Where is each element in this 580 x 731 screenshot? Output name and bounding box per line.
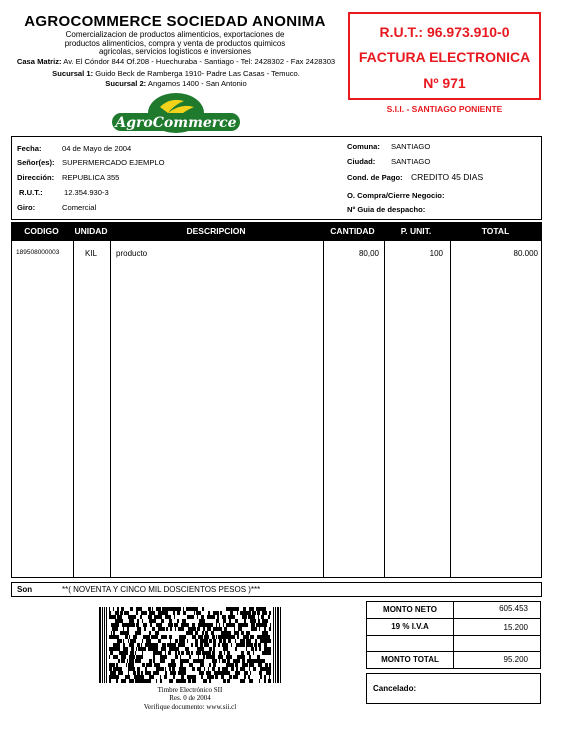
sii-office: S.I.I. - SANTIAGO PONIENTE	[386, 104, 503, 114]
son-label: Son	[17, 585, 33, 594]
sucursal-2-address	[0, 79, 352, 88]
cell-total: 80.000	[513, 249, 538, 258]
column-divider	[73, 241, 74, 577]
giro-label: Giro:	[17, 203, 36, 212]
giro-value: Comercial	[62, 203, 97, 212]
sucursal-1-address	[0, 69, 352, 78]
cancelado-box	[366, 673, 541, 704]
col-header-cantidad: CANTIDAD	[330, 226, 375, 236]
company-name: AGROCOMMERCE SOCIEDAD ANONIMA	[24, 13, 326, 30]
logo-text: AgroCommerce	[115, 115, 237, 131]
cancelado-label: Cancelado:	[373, 684, 417, 693]
orden-compra-label: O. Compra/Cierre Negocio:	[347, 191, 445, 200]
company-description-line: Comercializacion de productos alimenticios, exportaciones de	[65, 30, 285, 39]
column-divider	[110, 241, 111, 577]
company-description	[40, 31, 310, 57]
monto-total-label: MONTO TOTAL	[381, 655, 439, 664]
client-info-box	[11, 136, 542, 220]
ciudad-label: Ciudad:	[347, 157, 376, 166]
son-text: **( NOVENTA Y CINCO MIL DOSCIENTOS PESOS )***	[62, 585, 261, 594]
column-divider	[450, 241, 451, 577]
rut-label: R.U.T.:	[19, 188, 43, 197]
direccion-value: REPUBLICA 355	[62, 173, 120, 182]
column-divider	[384, 241, 385, 577]
agrocommerce-logo	[110, 93, 242, 135]
ciudad-value: SANTIAGO	[391, 157, 431, 166]
items-table-body	[11, 241, 542, 578]
fecha-value: 04 de Mayo de 2004	[62, 144, 132, 153]
rut-value: 12.354.930-3	[64, 188, 109, 197]
document-type: FACTURA ELECTRONICA	[358, 49, 531, 65]
stamp-line-3: Verifique documento: www.sii.cl	[143, 703, 237, 711]
fecha-label: Fecha:	[17, 144, 42, 153]
guia-despacho-label: Nº Guia de despacho:	[347, 205, 426, 214]
cond-pago-label: Cond. de Pago:	[347, 173, 403, 182]
col-header-p-unit: P. UNIT.	[400, 226, 432, 236]
sucursal-2-label: Sucursal 2:	[105, 79, 147, 88]
cell-descripcion: producto	[116, 249, 148, 258]
items-table-header	[11, 222, 542, 241]
totals-row-iva	[367, 618, 540, 636]
totals-row-blank	[367, 635, 540, 652]
timbre-barcode	[99, 607, 281, 683]
senor-label: Señor(es):	[17, 158, 55, 167]
col-header-unidad: UNIDAD	[74, 226, 108, 236]
monto-total-value: 95.200	[503, 655, 528, 664]
sucursal-1-value: Guido Beck de Ramberga 1910- Padre Las Casas - Temuco.	[95, 69, 300, 78]
stamp-line-1: Timbre Electrónico SII	[157, 686, 223, 694]
comuna-value: SANTIAGO	[391, 142, 431, 151]
sucursal-2-value: Angamos 1400 - San Antonio	[147, 79, 247, 88]
casa-matriz-address	[0, 57, 352, 66]
monto-neto-value: 605.453	[499, 604, 528, 613]
stamp-line-2: Res. 0 de 2004	[169, 694, 211, 702]
rut-box	[348, 12, 541, 100]
totals-row-total	[367, 651, 540, 669]
senor-value: SUPERMERCADO EJEMPLO	[62, 158, 165, 167]
iva-label: 19 % I.V.A	[391, 622, 429, 631]
amount-in-words-box	[11, 582, 542, 597]
cell-unidad: KIL	[85, 249, 98, 258]
sucursal-1-label: Sucursal 1:	[52, 69, 94, 78]
monto-neto-label: MONTO NETO	[383, 605, 437, 614]
casa-matriz-value: Av. El Cóndor 844 Of.208 - Huechuraba - Santiago - Tel: 2428302 - Fax 2428303	[63, 57, 336, 66]
direccion-label: Dirección:	[17, 173, 55, 182]
col-header-descripcion: DESCRIPCION	[186, 226, 246, 236]
comuna-label: Comuna:	[347, 142, 380, 151]
casa-matriz-label: Casa Matriz:	[16, 57, 62, 66]
iva-value: 15.200	[503, 623, 528, 632]
cell-cantidad: 80,00	[358, 249, 379, 258]
document-number: Nº 971	[423, 75, 466, 91]
totals-row-neto	[367, 602, 540, 619]
cond-pago-value: CREDITO 45 DIAS	[411, 172, 484, 182]
totals-box	[366, 601, 541, 669]
cell-codigo: 189508000003	[16, 249, 60, 256]
company-description-line: productos alimenticios, compra y venta de productos quimicos	[64, 38, 286, 48]
column-divider	[323, 241, 324, 577]
cell-p-unit: 100	[429, 249, 443, 258]
document-rut: R.U.T.: 96.973.910-0	[379, 24, 510, 40]
col-header-codigo: CODIGO	[24, 226, 59, 236]
col-header-total: TOTAL	[481, 226, 510, 236]
company-description-line: agricolas, servicios logisticos e inversiones	[98, 47, 252, 56]
